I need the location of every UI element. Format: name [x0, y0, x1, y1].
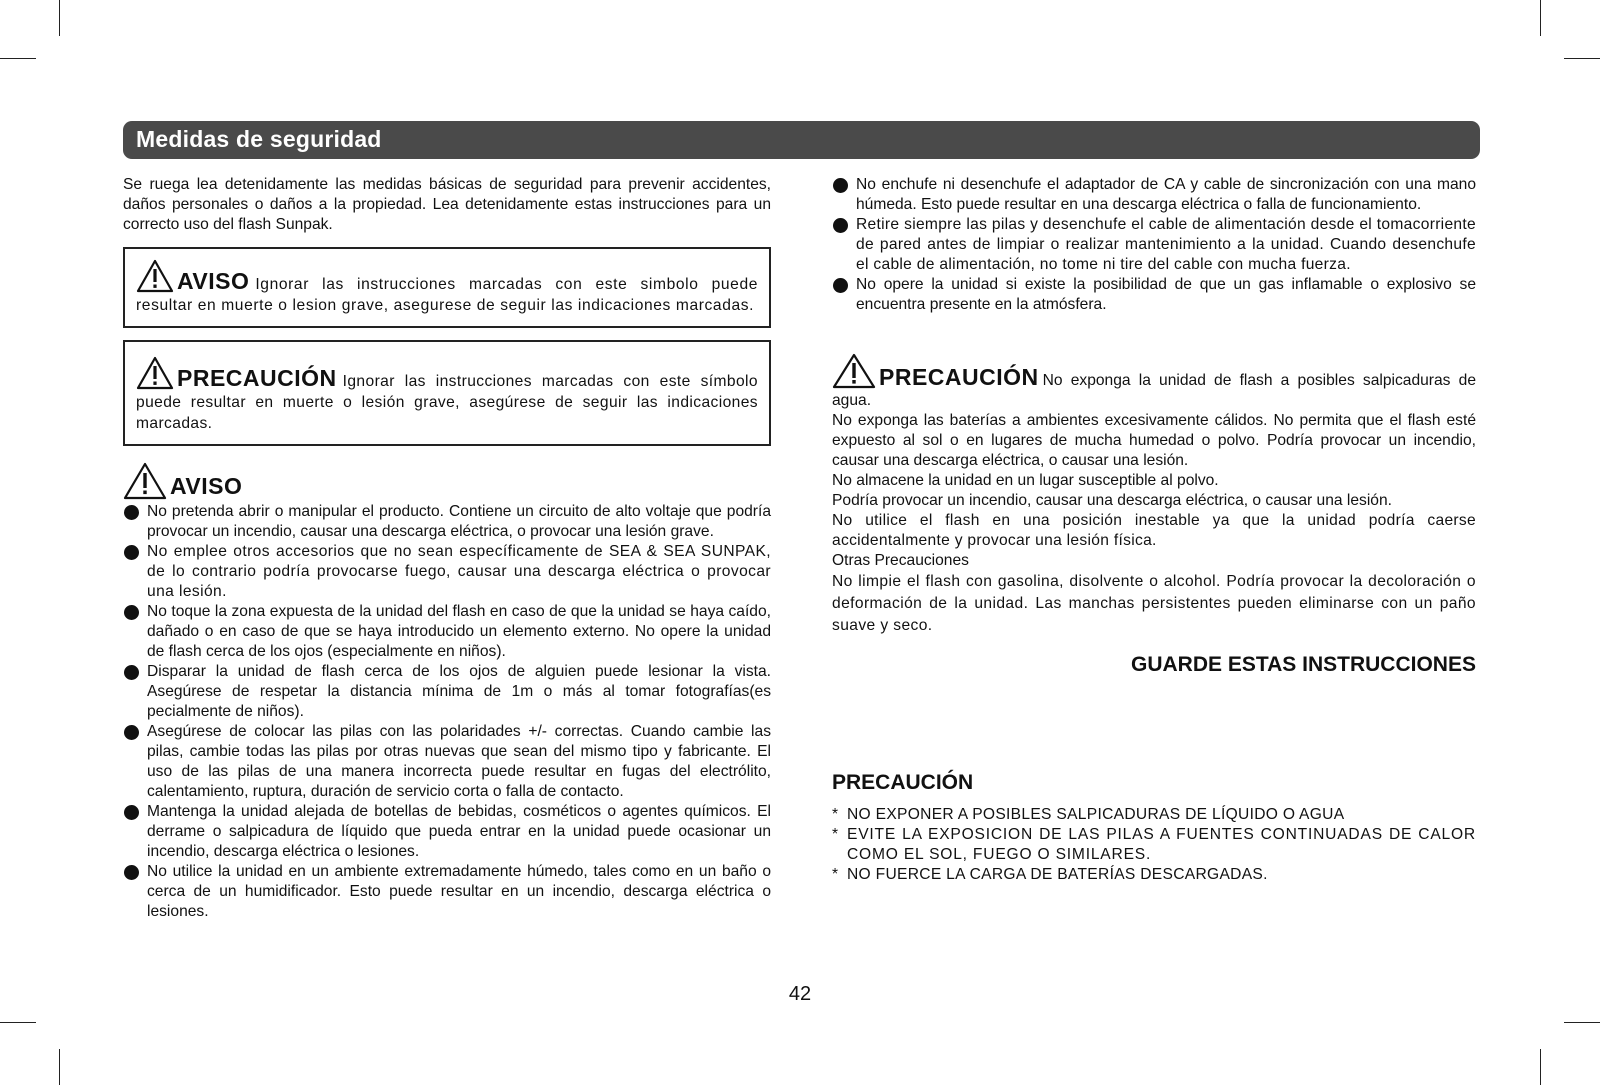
precaucion-line: No exponga las baterías a ambientes excesivamente cálidos. No permita que el flash esté expuesto al sol o en lugares de mucha humedad o polvo. Podría provocar un incendio, causar una descarga eléctrica, o causar una lesión. [832, 412, 1476, 469]
asterisk-icon: * [832, 866, 839, 883]
list-item: Disparar la unidad de flash cerca de los ojos de alguien puede lesionar la vista. Asegúrese de respetar la distancia mínima de 1m o más al tomar fotografías(es pecialmente de niños). [123, 662, 771, 722]
aviso-list-continued [832, 175, 1476, 315]
precaucion-label: PRECAUCIÓN [177, 365, 337, 391]
aviso-label: AVISO [177, 268, 250, 294]
list-item: No emplee otros accesorios que no sean específicamente de SEA & SEA SUNPAK, de lo contrario podría provocarse fuego, causar una descarga eléctrica o provocar una lesión. [123, 542, 771, 602]
precaucion-definition-box [123, 340, 771, 446]
list-item: No enchufe ni desenchufe el adaptador de CA y cable de sincronización con una mano húmeda. Esto puede resultar en una descarga eléctrica o falla de funcionamiento. [832, 175, 1476, 215]
list-item: * EVITE LA EXPOSICION DE LAS PILAS A FUENTES CONTINUADAS DE CALOR COMO EL SOL, FUEGO O SIMILARES. [832, 826, 1476, 863]
bullet-icon [124, 665, 139, 680]
list-item: No opere la unidad si existe la posibilidad de que un gas inflamable o explosivo se encuentra presente en la atmósfera. [832, 275, 1476, 315]
aviso-section-heading [123, 462, 771, 500]
precaucion-section [832, 353, 1476, 637]
precaucion-caps-heading: PRECAUCIÓN [832, 771, 974, 794]
crop-mark [1540, 1049, 1541, 1085]
crop-mark [0, 58, 36, 59]
list-item: No utilice la unidad en un ambiente extremadamente húmedo, tales como en un baño o cerca de un humidificador. Esto puede resultar en un incendio, descarga eléctrica o lesiones. [123, 862, 771, 922]
precaucion-section-label: PRECAUCIÓN [879, 364, 1039, 390]
guarde-instrucciones: GUARDE ESTAS INSTRUCCIONES [1131, 653, 1476, 676]
precaucion-line: No utilice el flash en una posición inestable ya que la unidad podría caerse accidentalmente y provocar una lesión física. [832, 512, 1476, 549]
warning-triangle-icon [136, 356, 174, 390]
list-item: * NO FUERCE LA CARGA DE BATERÍAS DESCARGADAS. [832, 866, 1268, 883]
bullet-icon [833, 218, 848, 233]
aviso-definition-box [123, 247, 771, 328]
list-item: Asegúrese de colocar las pilas con las polaridades +/- correctas. Cuando cambie las pilas, cambie todas las pilas por otras nuevas que sean del mismo tipo y fabricante. El uso de las pilas de una manera incorrecta puede resultar en fugas del electrólito, calentamiento, ruptura, duración de servicio corta o falla de contacto. [123, 722, 771, 802]
warning-triangle-icon [832, 353, 876, 389]
crop-mark [0, 1022, 36, 1023]
asterisk-icon: * [832, 826, 839, 843]
aviso-list [123, 502, 771, 922]
precaucion-line: No almacene la unidad en un lugar susceptible al polvo. [832, 472, 1219, 489]
bullet-icon [124, 605, 139, 620]
bullet-icon [833, 278, 848, 293]
intro-paragraph: Se ruega lea detenidamente las medidas básicas de seguridad para prevenir accidentes, daños personales o daños a la propiedad. Lea detenidamente estas instrucciones para un correcto uso del flash Sunpak. [123, 176, 771, 233]
crop-mark [59, 0, 60, 36]
list-item: No pretenda abrir o manipular el producto. Contiene un circuito de alto voltaje que podría provocar un incendio, causar una descarga eléctrica, o provocar una lesión grave. [123, 502, 771, 542]
bullet-icon [124, 725, 139, 740]
bullet-icon [124, 505, 139, 520]
precaucion-definition-text: Ignorar las instrucciones marcadas con este símbolo puede resultar en muerte o lesión grave, asegúrese de seguir las indicaciones marcadas. [136, 373, 758, 432]
bullet-icon [124, 865, 139, 880]
list-item: Retire siempre las pilas y desenchufe el cable de alimentación desde el tomacorriente de pared antes de limpiar o realizar mantenimiento a la unidad. Cuando desenchufe el cable de alimentación, no tome ni tire del cable con mucha fuerza. [832, 215, 1476, 275]
page-number: 42 [788, 983, 812, 1005]
asterisk-icon: * [832, 806, 839, 823]
left-column [123, 175, 771, 922]
list-item: Mantenga la unidad alejada de botellas de bebidas, cosméticos o agentes químicos. El derrame o salpicadura de líquido que pueda entrar en la unidad puede ocasionar un incendio, descarga eléctrica o lesiones. [123, 802, 771, 862]
precaucion-line: Otras Precauciones [832, 552, 969, 569]
crop-mark [1564, 1022, 1600, 1023]
page-title: Medidas de seguridad [136, 126, 382, 152]
warning-triangle-icon [123, 462, 167, 500]
bullet-icon [124, 805, 139, 820]
bullet-icon [124, 545, 139, 560]
right-column [832, 175, 1476, 885]
precaucion-line: Podría provocar un incendio, causar una descarga eléctrica, o causar una lesión. [832, 492, 1392, 509]
crop-mark [1540, 0, 1541, 36]
precaucion-lead: No exponga la unidad de flash a posibles salpicaduras de agua. [832, 372, 1476, 409]
aviso-section-label: AVISO [170, 473, 243, 499]
section-title-bar [123, 121, 1480, 159]
bullet-icon [833, 178, 848, 193]
list-item: No toque la zona expuesta de la unidad del flash en caso de que la unidad se haya caído, dañado o en caso de que se haya introducido un elemento externo. No opere la unidad de flash cerca de los ojos (especialmente en niños). [123, 602, 771, 662]
list-item: * NO EXPONER A POSIBLES SALPICADURAS DE LÍQUIDO O AGUA [832, 806, 1345, 823]
warning-triangle-icon [136, 259, 174, 293]
precaucion-line: No limpie el flash con gasolina, disolvente o alcohol. Podría provocar la decoloración o deformación de la unidad. Las manchas persistentes pueden eliminarse con un paño suave y seco. [832, 573, 1476, 634]
crop-mark [59, 1049, 60, 1085]
aviso-definition-text: Ignorar las instrucciones marcadas con este simbolo puede resultar en muerte o lesion grave, asegurese de seguir las indicaciones marcadas. [136, 276, 758, 314]
crop-mark [1564, 58, 1600, 59]
precaucion-caps-list [832, 805, 1476, 885]
